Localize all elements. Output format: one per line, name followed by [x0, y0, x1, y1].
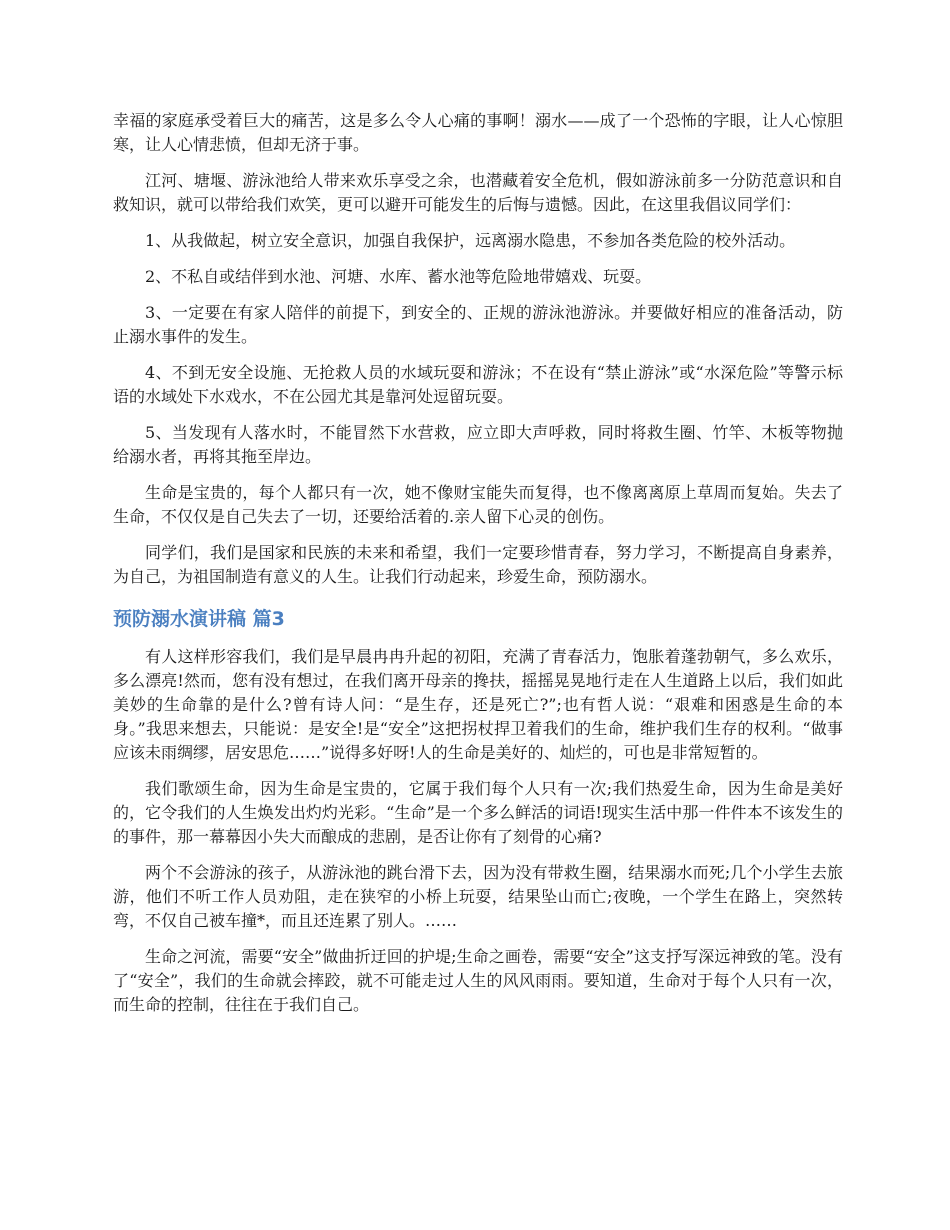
document-body — [113, 109, 843, 1029]
paragraph-5: 3、一定要在有家人陪伴的前提下，到安全的、正规的游泳池游泳。并要做好相应的准备活动，防止溺水事件的发生。 — [113, 303, 843, 346]
paragraph-9: 同学们，我们是国家和民族的未来和希望，我们一定要珍惜青春，努力学习，不断提高自身素养，为自己，为祖国制造有意义的人生。让我们行动起来，珍爱生命，预防溺水。 — [113, 543, 843, 586]
paragraph-10: 有人这样形容我们，我们是早晨冉冉升起的初阳，充满了青春活力，饱胀着蓬勃朝气，多么欢乐，多么漂亮!然而，您有没有想过，在我们离开母亲的搀扶，摇摇晃晃地行走在人生道路上以后，我们如此美妙的生命靠的是什么?曾有诗人问：“是生存，还是死亡?”;也有哲人说：“艰难和困惑是生命的本身。”我思来想去，只能说：是安全!是“安全”这把拐杖捍卫着我们的生命，维护我们生存的权利。“做事应该未雨绸缪，居安思危……”说得多好呀!人的生命是美好的、灿烂的，可也是非常短暂的。 — [113, 647, 843, 762]
paragraph-8: 生命是宝贵的，每个人都只有一次，她不像财宝能失而复得，也不像离离原上草周而复始。失去了生命，不仅仅是自己失去了一切，还要给活着的.亲人留下心灵的创伤。 — [113, 483, 843, 526]
paragraph-1: 幸福的家庭承受着巨大的痛苦，这是多么令人心痛的事啊！溺水——成了一个恐怖的字眼，让人心惊胆寒，让人心情悲愤，但却无济于事。 — [113, 111, 843, 154]
paragraph-4: 2、不私自或结伴到水池、河塘、水库、蓄水池等危险地带嬉戏、玩耍。 — [145, 267, 652, 286]
paragraph-6: 4、不到无安全设施、无抢救人员的水域玩耍和游泳；不在设有“禁止游泳”或“水深危险”等警示标语的水域处下水戏水，不在公园尤其是靠河处逗留玩耍。 — [113, 363, 843, 406]
section-heading: 预防溺水演讲稿 篇3 — [113, 608, 285, 630]
paragraph-3: 1、从我做起，树立安全意识，加强自我保护，远离溺水隐患，不参加各类危险的校外活动。 — [145, 231, 796, 250]
paragraph-2: 江河、塘堰、游泳池给人带来欢乐享受之余，也潜藏着安全危机，假如游泳前多一分防范意识和自救知识，就可以带给我们欢笑，更可以避开可能发生的后悔与遗憾。因此，在这里我倡议同学们： — [113, 171, 843, 214]
paragraph-13: 生命之河流，需要“安全”做曲折迂回的护堤;生命之画卷，需要“安全”这支抒写深远神致的笔。没有了“安全”，我们的生命就会摔跤，就不可能走过人生的风风雨雨。要知道，生命对于每个人只有一次，而生命的控制，往往在于我们自己。 — [113, 947, 843, 1014]
paragraph-12: 两个不会游泳的孩子，从游泳池的跳台滑下去，因为没有带救生圈，结果溺水而死;几个小学生去旅游，他们不听工作人员劝阻，走在狭窄的小桥上玩耍，结果坠山而亡;夜晚，一个学生在路上，突然转弯，不仅自己被车撞*，而且还连累了别人。…… — [113, 863, 843, 930]
paragraph-11: 我们歌颂生命，因为生命是宝贵的，它属于我们每个人只有一次;我们热爱生命，因为生命是美好的，它令我们的人生焕发出灼灼光彩。“生命”是一个多么鲜活的词语!现实生活中那一件件本不该发生的的事件，那一幕幕因小失大而酿成的悲剧，是否让你有了刻骨的心痛? — [113, 779, 843, 846]
paragraph-7: 5、当发现有人落水时，不能冒然下水营救，应立即大声呼救，同时将救生圈、竹竿、木板等物抛给溺水者，再将其拖至岸边。 — [113, 423, 843, 466]
